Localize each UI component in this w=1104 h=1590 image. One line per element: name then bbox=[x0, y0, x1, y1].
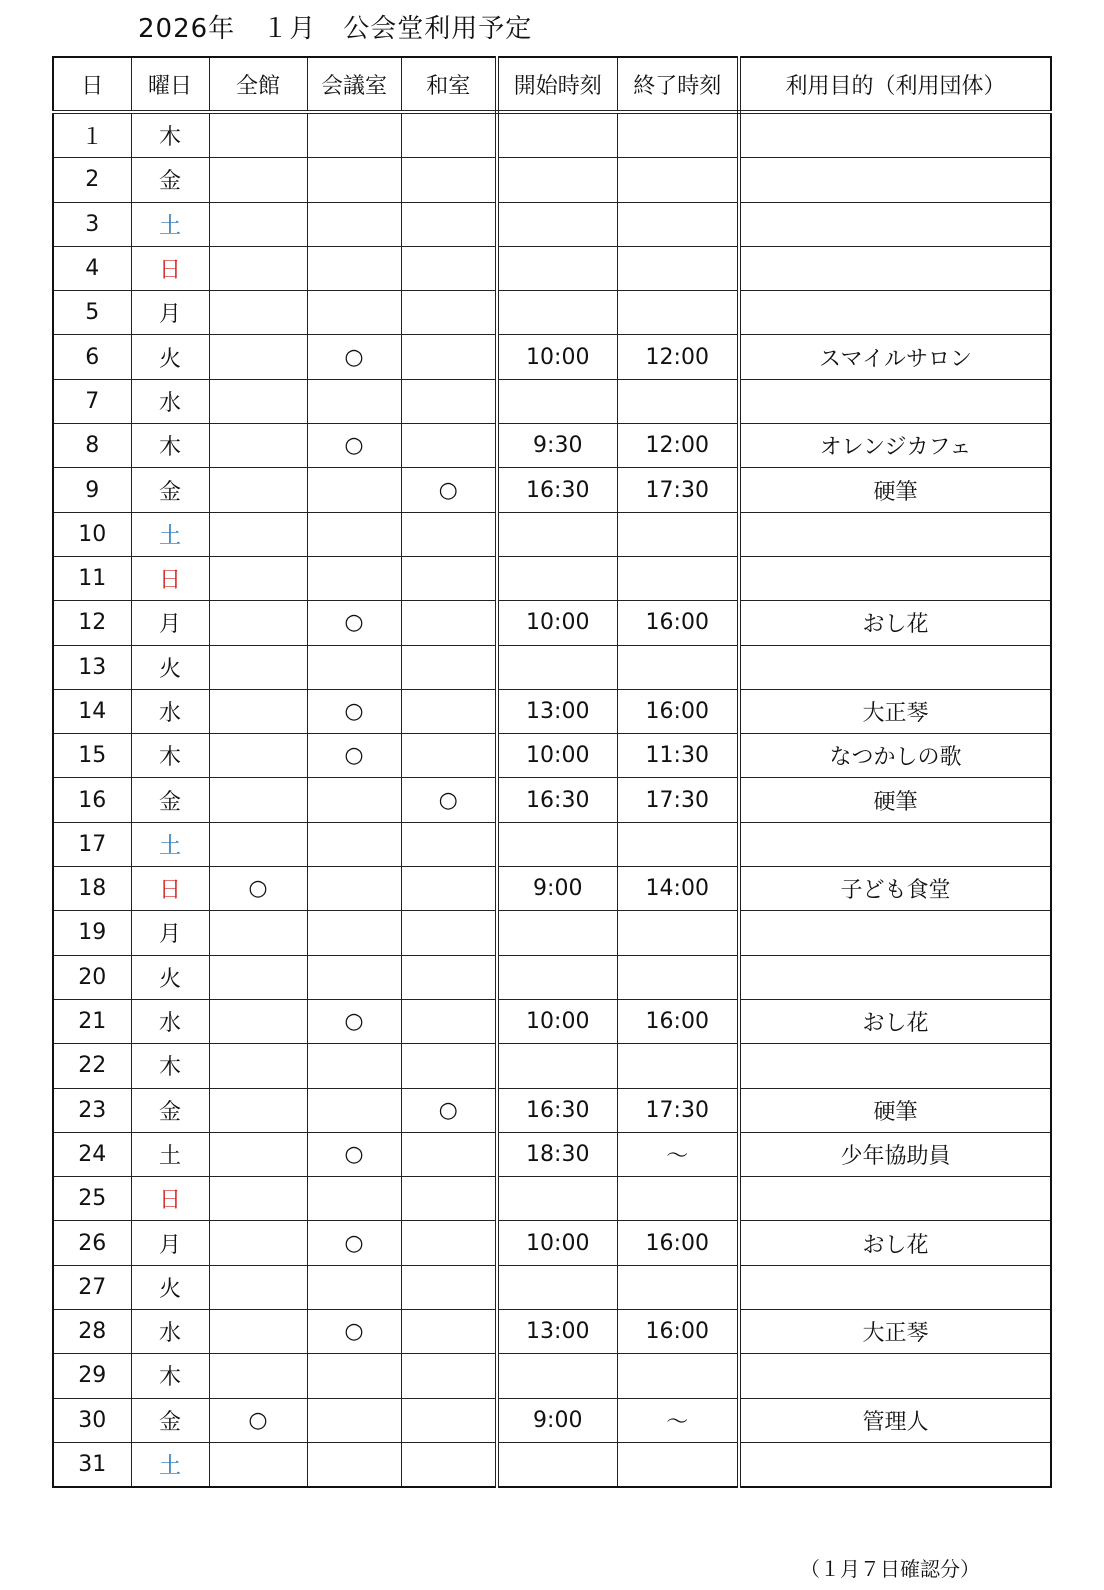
cell-purpose bbox=[739, 955, 1051, 999]
cell-kaigishitsu bbox=[307, 246, 401, 290]
cell-purpose bbox=[739, 911, 1051, 955]
cell-zenkan bbox=[209, 291, 307, 335]
cell-kaigishitsu bbox=[307, 1177, 401, 1221]
cell-washitsu bbox=[401, 424, 497, 468]
cell-day: 11 bbox=[53, 556, 131, 600]
cell-washitsu bbox=[401, 955, 497, 999]
table-row bbox=[53, 601, 1051, 645]
cell-zenkan bbox=[209, 468, 307, 512]
cell-weekday: 土 bbox=[131, 512, 209, 556]
cell-kaigishitsu bbox=[307, 911, 401, 955]
table-row bbox=[53, 778, 1051, 822]
cell-kaigishitsu bbox=[307, 645, 401, 689]
cell-start-time: 18:30 bbox=[497, 1132, 617, 1176]
cell-day: 30 bbox=[53, 1398, 131, 1442]
cell-washitsu bbox=[401, 911, 497, 955]
cell-day: 3 bbox=[53, 202, 131, 246]
cell-weekday: 火 bbox=[131, 645, 209, 689]
cell-washitsu bbox=[401, 246, 497, 290]
table-row bbox=[53, 112, 1051, 158]
cell-kaigishitsu: ○ bbox=[307, 1310, 401, 1354]
cell-kaigishitsu bbox=[307, 112, 401, 158]
cell-end-time bbox=[617, 1177, 739, 1221]
cell-zenkan bbox=[209, 999, 307, 1043]
cell-kaigishitsu bbox=[307, 512, 401, 556]
cell-zenkan bbox=[209, 1310, 307, 1354]
cell-kaigishitsu bbox=[307, 955, 401, 999]
cell-start-time: 16:30 bbox=[497, 468, 617, 512]
cell-washitsu bbox=[401, 1265, 497, 1309]
cell-washitsu bbox=[401, 734, 497, 778]
cell-day: 9 bbox=[53, 468, 131, 512]
cell-purpose bbox=[739, 1442, 1051, 1487]
cell-washitsu bbox=[401, 689, 497, 733]
cell-purpose bbox=[739, 822, 1051, 866]
cell-day: 12 bbox=[53, 601, 131, 645]
cell-washitsu bbox=[401, 1310, 497, 1354]
cell-end-time: 12:00 bbox=[617, 335, 739, 379]
cell-zenkan bbox=[209, 1265, 307, 1309]
cell-purpose: 大正琴 bbox=[739, 1310, 1051, 1354]
cell-zenkan bbox=[209, 1354, 307, 1398]
cell-kaigishitsu bbox=[307, 1354, 401, 1398]
cell-day: 6 bbox=[53, 335, 131, 379]
cell-start-time bbox=[497, 911, 617, 955]
table-row bbox=[53, 999, 1051, 1043]
cell-start-time: 10:00 bbox=[497, 1221, 617, 1265]
cell-kaigishitsu bbox=[307, 158, 401, 202]
cell-purpose bbox=[739, 556, 1051, 600]
cell-zenkan bbox=[209, 911, 307, 955]
cell-end-time: 11:30 bbox=[617, 734, 739, 778]
cell-purpose bbox=[739, 1177, 1051, 1221]
cell-end-time: 16:00 bbox=[617, 999, 739, 1043]
cell-washitsu bbox=[401, 1044, 497, 1088]
cell-end-time bbox=[617, 556, 739, 600]
cell-end-time bbox=[617, 1265, 739, 1309]
table-row bbox=[53, 1044, 1051, 1088]
cell-purpose bbox=[739, 1354, 1051, 1398]
cell-purpose bbox=[739, 291, 1051, 335]
cell-zenkan bbox=[209, 246, 307, 290]
cell-weekday: 日 bbox=[131, 1177, 209, 1221]
cell-weekday: 火 bbox=[131, 335, 209, 379]
cell-washitsu bbox=[401, 112, 497, 158]
cell-washitsu bbox=[401, 1132, 497, 1176]
cell-day: 16 bbox=[53, 778, 131, 822]
table-row bbox=[53, 645, 1051, 689]
cell-day: 31 bbox=[53, 1442, 131, 1487]
cell-purpose bbox=[739, 112, 1051, 158]
cell-day: 10 bbox=[53, 512, 131, 556]
cell-day: 19 bbox=[53, 911, 131, 955]
cell-kaigishitsu bbox=[307, 1442, 401, 1487]
cell-weekday: 日 bbox=[131, 246, 209, 290]
title-year: 2026年 bbox=[138, 14, 236, 44]
cell-end-time bbox=[617, 379, 739, 423]
cell-end-time bbox=[617, 112, 739, 158]
cell-start-time: 16:30 bbox=[497, 1088, 617, 1132]
table-row bbox=[53, 468, 1051, 512]
cell-weekday: 土 bbox=[131, 1442, 209, 1487]
cell-washitsu bbox=[401, 1177, 497, 1221]
table-row bbox=[53, 1265, 1051, 1309]
cell-weekday: 木 bbox=[131, 1354, 209, 1398]
cell-start-time bbox=[497, 379, 617, 423]
cell-kaigishitsu: ○ bbox=[307, 424, 401, 468]
cell-purpose bbox=[739, 1044, 1051, 1088]
cell-day: 29 bbox=[53, 1354, 131, 1398]
table-row bbox=[53, 734, 1051, 778]
cell-end-time: ～ bbox=[617, 1132, 739, 1176]
cell-day: 20 bbox=[53, 955, 131, 999]
cell-start-time: 9:30 bbox=[497, 424, 617, 468]
cell-purpose: 子ども食堂 bbox=[739, 867, 1051, 911]
cell-washitsu bbox=[401, 1354, 497, 1398]
cell-weekday: 土 bbox=[131, 822, 209, 866]
cell-start-time bbox=[497, 1265, 617, 1309]
title-month: １月 bbox=[262, 14, 317, 44]
table-row bbox=[53, 867, 1051, 911]
cell-day: 28 bbox=[53, 1310, 131, 1354]
header-day: 日 bbox=[53, 57, 131, 112]
cell-start-time bbox=[497, 645, 617, 689]
cell-washitsu bbox=[401, 512, 497, 556]
header-row bbox=[53, 57, 1051, 112]
cell-end-time bbox=[617, 1044, 739, 1088]
table-row bbox=[53, 512, 1051, 556]
cell-purpose: 硬筆 bbox=[739, 1088, 1051, 1132]
cell-end-time bbox=[617, 291, 739, 335]
cell-weekday: 水 bbox=[131, 379, 209, 423]
cell-kaigishitsu bbox=[307, 1398, 401, 1442]
table-row bbox=[53, 1132, 1051, 1176]
header-kaigishitsu: 会議室 bbox=[307, 57, 401, 112]
cell-end-time: 16:00 bbox=[617, 689, 739, 733]
cell-start-time bbox=[497, 158, 617, 202]
table-row bbox=[53, 689, 1051, 733]
cell-day: 25 bbox=[53, 1177, 131, 1221]
cell-zenkan bbox=[209, 601, 307, 645]
table-row bbox=[53, 424, 1051, 468]
cell-purpose: 硬筆 bbox=[739, 778, 1051, 822]
cell-weekday: 月 bbox=[131, 291, 209, 335]
cell-kaigishitsu: ○ bbox=[307, 689, 401, 733]
cell-weekday: 土 bbox=[131, 1132, 209, 1176]
cell-day: 7 bbox=[53, 379, 131, 423]
cell-zenkan bbox=[209, 424, 307, 468]
cell-purpose bbox=[739, 202, 1051, 246]
cell-washitsu bbox=[401, 645, 497, 689]
cell-zenkan bbox=[209, 1088, 307, 1132]
table-row bbox=[53, 955, 1051, 999]
cell-washitsu bbox=[401, 822, 497, 866]
cell-washitsu: ○ bbox=[401, 1088, 497, 1132]
cell-purpose: なつかしの歌 bbox=[739, 734, 1051, 778]
cell-day: 18 bbox=[53, 867, 131, 911]
cell-weekday: 月 bbox=[131, 601, 209, 645]
table-row bbox=[53, 1177, 1051, 1221]
cell-zenkan bbox=[209, 734, 307, 778]
cell-washitsu bbox=[401, 202, 497, 246]
cell-purpose: オレンジカフェ bbox=[739, 424, 1051, 468]
cell-start-time bbox=[497, 246, 617, 290]
cell-end-time bbox=[617, 1354, 739, 1398]
footnote: （１月７日確認分） bbox=[800, 1557, 980, 1581]
cell-day: 23 bbox=[53, 1088, 131, 1132]
table-row bbox=[53, 822, 1051, 866]
cell-zenkan bbox=[209, 1442, 307, 1487]
header-purpose: 利用目的（利用団体） bbox=[739, 57, 1051, 112]
cell-zenkan bbox=[209, 1132, 307, 1176]
table-row bbox=[53, 202, 1051, 246]
cell-purpose: スマイルサロン bbox=[739, 335, 1051, 379]
cell-day: 13 bbox=[53, 645, 131, 689]
cell-zenkan bbox=[209, 822, 307, 866]
cell-start-time: 10:00 bbox=[497, 734, 617, 778]
cell-purpose: おし花 bbox=[739, 999, 1051, 1043]
cell-weekday: 火 bbox=[131, 1265, 209, 1309]
cell-zenkan: ○ bbox=[209, 1398, 307, 1442]
cell-washitsu bbox=[401, 867, 497, 911]
cell-end-time: 17:30 bbox=[617, 778, 739, 822]
cell-start-time bbox=[497, 1354, 617, 1398]
cell-start-time: 13:00 bbox=[497, 689, 617, 733]
cell-weekday: 金 bbox=[131, 158, 209, 202]
cell-kaigishitsu bbox=[307, 1088, 401, 1132]
cell-purpose bbox=[739, 158, 1051, 202]
cell-kaigishitsu bbox=[307, 291, 401, 335]
cell-zenkan: ○ bbox=[209, 867, 307, 911]
cell-washitsu bbox=[401, 1221, 497, 1265]
cell-purpose: おし花 bbox=[739, 1221, 1051, 1265]
cell-weekday: 月 bbox=[131, 911, 209, 955]
cell-weekday: 日 bbox=[131, 867, 209, 911]
cell-purpose: おし花 bbox=[739, 601, 1051, 645]
cell-start-time: 10:00 bbox=[497, 335, 617, 379]
cell-purpose: 硬筆 bbox=[739, 468, 1051, 512]
cell-kaigishitsu bbox=[307, 468, 401, 512]
cell-kaigishitsu bbox=[307, 822, 401, 866]
cell-purpose bbox=[739, 379, 1051, 423]
cell-end-time bbox=[617, 246, 739, 290]
cell-day: 5 bbox=[53, 291, 131, 335]
table-row bbox=[53, 1088, 1051, 1132]
cell-end-time bbox=[617, 822, 739, 866]
cell-end-time: 16:00 bbox=[617, 1221, 739, 1265]
cell-kaigishitsu bbox=[307, 556, 401, 600]
cell-zenkan bbox=[209, 778, 307, 822]
cell-end-time: 16:00 bbox=[617, 1310, 739, 1354]
cell-start-time: 9:00 bbox=[497, 1398, 617, 1442]
cell-weekday: 木 bbox=[131, 1044, 209, 1088]
cell-zenkan bbox=[209, 689, 307, 733]
cell-zenkan bbox=[209, 955, 307, 999]
cell-day: 15 bbox=[53, 734, 131, 778]
cell-end-time: 14:00 bbox=[617, 867, 739, 911]
cell-start-time bbox=[497, 202, 617, 246]
cell-purpose bbox=[739, 645, 1051, 689]
cell-kaigishitsu bbox=[307, 867, 401, 911]
cell-weekday: 日 bbox=[131, 556, 209, 600]
header-start-time: 開始時刻 bbox=[497, 57, 617, 112]
cell-weekday: 木 bbox=[131, 112, 209, 158]
cell-kaigishitsu: ○ bbox=[307, 1132, 401, 1176]
cell-purpose bbox=[739, 1265, 1051, 1309]
cell-zenkan bbox=[209, 645, 307, 689]
cell-washitsu bbox=[401, 556, 497, 600]
cell-kaigishitsu bbox=[307, 1265, 401, 1309]
cell-day: 8 bbox=[53, 424, 131, 468]
cell-kaigishitsu bbox=[307, 1044, 401, 1088]
cell-end-time: ～ bbox=[617, 1398, 739, 1442]
cell-purpose bbox=[739, 512, 1051, 556]
cell-zenkan bbox=[209, 1221, 307, 1265]
cell-kaigishitsu: ○ bbox=[307, 734, 401, 778]
cell-kaigishitsu: ○ bbox=[307, 999, 401, 1043]
cell-purpose bbox=[739, 246, 1051, 290]
table-row bbox=[53, 335, 1051, 379]
cell-end-time: 16:00 bbox=[617, 601, 739, 645]
cell-end-time: 12:00 bbox=[617, 424, 739, 468]
cell-weekday: 金 bbox=[131, 778, 209, 822]
cell-day: 4 bbox=[53, 246, 131, 290]
cell-end-time bbox=[617, 911, 739, 955]
cell-end-time bbox=[617, 645, 739, 689]
cell-zenkan bbox=[209, 379, 307, 423]
cell-weekday: 木 bbox=[131, 424, 209, 468]
cell-kaigishitsu: ○ bbox=[307, 601, 401, 645]
schedule-table bbox=[52, 56, 1052, 1488]
header-end-time: 終了時刻 bbox=[617, 57, 739, 112]
cell-day: 2 bbox=[53, 158, 131, 202]
cell-weekday: 火 bbox=[131, 955, 209, 999]
cell-zenkan bbox=[209, 112, 307, 158]
cell-zenkan bbox=[209, 1177, 307, 1221]
cell-zenkan bbox=[209, 335, 307, 379]
cell-start-time bbox=[497, 955, 617, 999]
table-row bbox=[53, 911, 1051, 955]
table-row bbox=[53, 1354, 1051, 1398]
table-row bbox=[53, 246, 1051, 290]
cell-washitsu bbox=[401, 335, 497, 379]
cell-day: 22 bbox=[53, 1044, 131, 1088]
title-label: 公会堂利用予定 bbox=[343, 14, 533, 44]
cell-washitsu bbox=[401, 291, 497, 335]
cell-kaigishitsu: ○ bbox=[307, 335, 401, 379]
cell-washitsu bbox=[401, 158, 497, 202]
schedule-body bbox=[53, 112, 1051, 1487]
cell-kaigishitsu bbox=[307, 379, 401, 423]
cell-day: １ bbox=[53, 112, 131, 158]
header-zenkan: 全館 bbox=[209, 57, 307, 112]
cell-start-time bbox=[497, 1044, 617, 1088]
cell-end-time bbox=[617, 1442, 739, 1487]
cell-start-time bbox=[497, 1177, 617, 1221]
cell-start-time: 10:00 bbox=[497, 999, 617, 1043]
cell-kaigishitsu bbox=[307, 202, 401, 246]
table-row bbox=[53, 158, 1051, 202]
cell-washitsu bbox=[401, 1398, 497, 1442]
cell-weekday: 木 bbox=[131, 734, 209, 778]
cell-weekday: 水 bbox=[131, 689, 209, 733]
cell-day: 24 bbox=[53, 1132, 131, 1176]
cell-end-time: 17:30 bbox=[617, 1088, 739, 1132]
table-row bbox=[53, 379, 1051, 423]
header-washitsu: 和室 bbox=[401, 57, 497, 112]
cell-washitsu bbox=[401, 999, 497, 1043]
table-row bbox=[53, 1221, 1051, 1265]
header-weekday: 曜日 bbox=[131, 57, 209, 112]
cell-day: 27 bbox=[53, 1265, 131, 1309]
cell-start-time bbox=[497, 822, 617, 866]
cell-zenkan bbox=[209, 158, 307, 202]
page-title bbox=[138, 8, 532, 45]
table-row bbox=[53, 1310, 1051, 1354]
cell-start-time bbox=[497, 291, 617, 335]
cell-zenkan bbox=[209, 512, 307, 556]
table-row bbox=[53, 1442, 1051, 1487]
cell-weekday: 金 bbox=[131, 468, 209, 512]
cell-zenkan bbox=[209, 556, 307, 600]
cell-washitsu bbox=[401, 379, 497, 423]
cell-purpose: 大正琴 bbox=[739, 689, 1051, 733]
cell-weekday: 月 bbox=[131, 1221, 209, 1265]
table-row bbox=[53, 1398, 1051, 1442]
cell-end-time bbox=[617, 955, 739, 999]
cell-washitsu: ○ bbox=[401, 468, 497, 512]
cell-end-time bbox=[617, 158, 739, 202]
cell-washitsu: ○ bbox=[401, 778, 497, 822]
cell-purpose: 管理人 bbox=[739, 1398, 1051, 1442]
cell-weekday: 金 bbox=[131, 1088, 209, 1132]
cell-washitsu bbox=[401, 601, 497, 645]
cell-weekday: 金 bbox=[131, 1398, 209, 1442]
table-row bbox=[53, 291, 1051, 335]
cell-weekday: 土 bbox=[131, 202, 209, 246]
cell-kaigishitsu bbox=[307, 778, 401, 822]
cell-start-time bbox=[497, 556, 617, 600]
cell-start-time: 13:00 bbox=[497, 1310, 617, 1354]
cell-zenkan bbox=[209, 202, 307, 246]
cell-start-time: 10:00 bbox=[497, 601, 617, 645]
cell-purpose: 少年協助員 bbox=[739, 1132, 1051, 1176]
cell-weekday: 水 bbox=[131, 999, 209, 1043]
table-row bbox=[53, 556, 1051, 600]
cell-zenkan bbox=[209, 1044, 307, 1088]
cell-start-time bbox=[497, 112, 617, 158]
cell-end-time bbox=[617, 202, 739, 246]
cell-start-time: 9:00 bbox=[497, 867, 617, 911]
cell-end-time bbox=[617, 512, 739, 556]
cell-day: 17 bbox=[53, 822, 131, 866]
cell-end-time: 17:30 bbox=[617, 468, 739, 512]
cell-weekday: 水 bbox=[131, 1310, 209, 1354]
cell-day: 21 bbox=[53, 999, 131, 1043]
cell-start-time bbox=[497, 512, 617, 556]
cell-day: 14 bbox=[53, 689, 131, 733]
cell-start-time: 16:30 bbox=[497, 778, 617, 822]
cell-washitsu bbox=[401, 1442, 497, 1487]
cell-day: 26 bbox=[53, 1221, 131, 1265]
cell-start-time bbox=[497, 1442, 617, 1487]
cell-kaigishitsu: ○ bbox=[307, 1221, 401, 1265]
